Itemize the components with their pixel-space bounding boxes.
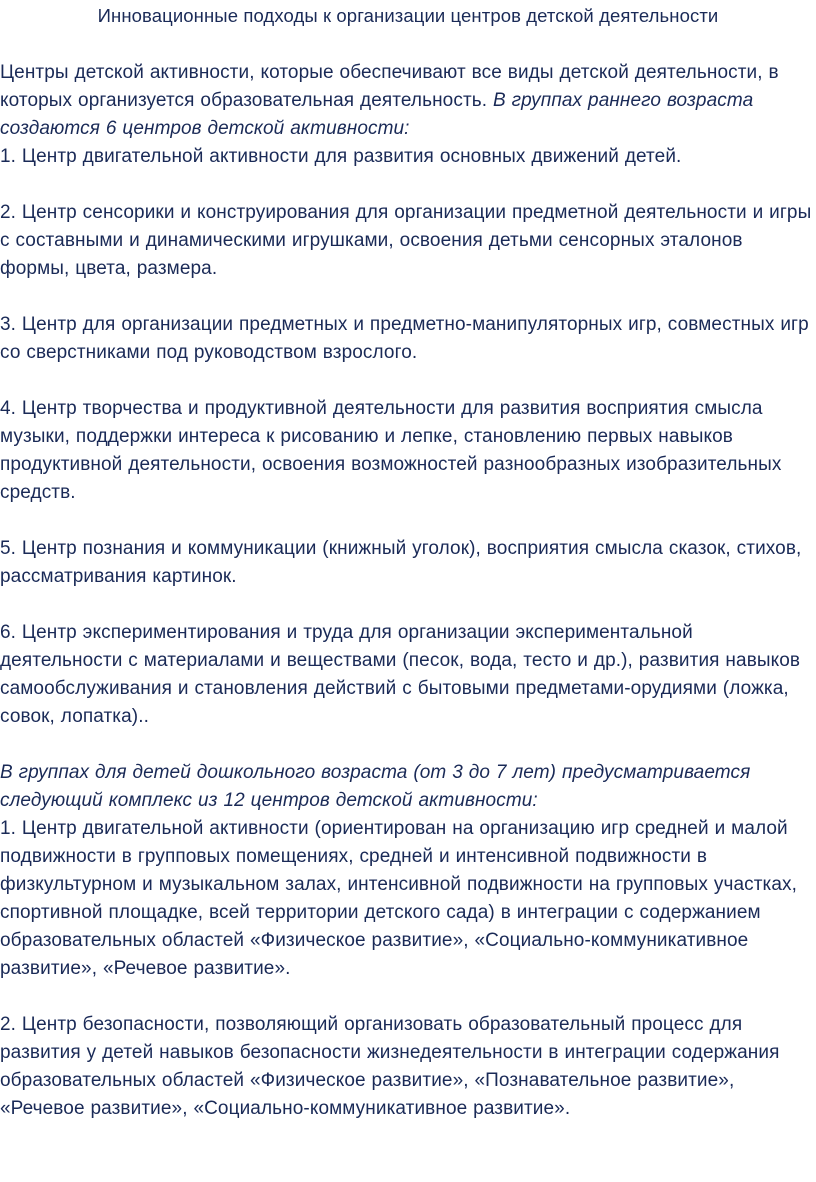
spacer xyxy=(0,30,816,59)
early-item-6: 6. Центр экспериментирования и труда для организации экспериментальной деятельности с материалами и веществами (песок, вода, тесто и др.), развития навыков самообслуживания и становления действий с бытовыми предметами-орудиями (ложка, совок, лопатка).. xyxy=(0,622,801,727)
document-title: Инновационные подходы к организации центров детской деятельности xyxy=(97,5,719,26)
intro-paragraph xyxy=(0,59,816,143)
early-item-5: 5. Центр познания и коммуникации (книжный уголок), восприятия смысла сказок, стихов, рассматривания картинок. xyxy=(0,538,802,587)
early-item-3: 3. Центр для организации предметных и предметно-манипуляторных игр, совместных игр со сверстниками под руководством взрослого. xyxy=(0,314,809,363)
spacer xyxy=(0,283,816,311)
preschool-item-1: 1. Центр двигательной активности (ориентирован на организацию игр средней и малой подвижности в групповых помещениях, средней и интенсивной подвижности в физкультурном и музыкальном залах, интенсивной подвижности на групповых участках, спортивной площадке, всей территории детского сада) в интеграции с содержанием образовательных областей «Физическое развитие», «Социально-коммуникативное развитие», «Речевое развитие». xyxy=(0,818,797,979)
early-item-4: 4. Центр творчества и продуктивной деятельности для развития восприятия смысла музыки, поддержки интереса к рисованию и лепке, становлению первых навыков продуктивной деятельности, освоения возможностей разнообразных изобразительных средств. xyxy=(0,398,782,503)
spacer xyxy=(0,507,816,535)
preschool-groups-heading: В группах для детей дошкольного возраста (от 3 до 7 лет) предусматривается следующий комплекс из 12 центров детской активности: xyxy=(0,762,751,811)
early-groups-heading: В группах раннего возраста создаются 6 центров детской активности: xyxy=(0,90,754,139)
early-item-2: 2. Центр сенсорики и конструирования для организации предметной деятельности и игры с составными и динамическими игрушками, освоения детьми сенсорных эталонов формы, цвета, размера. xyxy=(0,202,812,279)
spacer xyxy=(0,591,816,619)
early-item-1: 1. Центр двигательной активности для развития основных движений детей. xyxy=(0,146,682,167)
spacer xyxy=(0,731,816,759)
preschool-item-2: 2. Центр безопасности, позволяющий организовать образовательный процесс для развития у детей навыков безопасности жизнедеятельности в интеграции содержания образовательных областей «Физическое развитие», «Познавательное развитие», «Речевое развитие», «Социально-коммуникативное развитие». xyxy=(0,1014,780,1119)
intro-text: Центры детской активности, которые обеспечивают все виды детской деятельности, в которых организуется образовательная деятельность. xyxy=(0,62,779,111)
spacer xyxy=(0,171,816,199)
spacer xyxy=(0,367,816,395)
spacer xyxy=(0,983,816,1011)
